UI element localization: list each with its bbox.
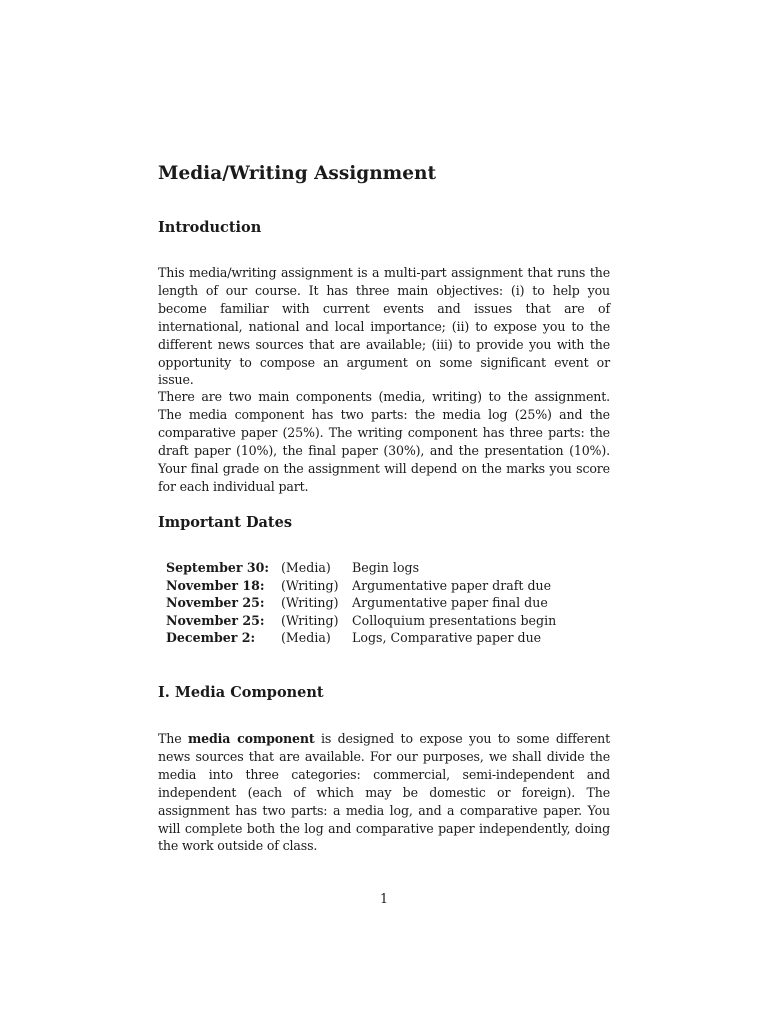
page-number: 1: [379, 891, 388, 906]
media-lead-in: The: [158, 731, 188, 746]
event-cell: Argumentative paper final due: [352, 595, 548, 611]
date-cell: September 30:: [166, 560, 270, 575]
date-row: [166, 629, 556, 647]
document-title: Media/Writing Assignment: [158, 163, 437, 184]
component-cell: (Media): [281, 630, 331, 646]
component-cell: (Writing): [281, 612, 339, 628]
introduction-paragraph-1: This media/writing assignment is a multi-part assignment that runs the length of our course. It has three main objectives: (i) to help you become familiar with current events and issues that are of international, national and local importance; (ii) to expose you to the different news sources that are available; (iii) to provide you with the opportunity to compose an argument on some significant event or issue.: [158, 265, 610, 388]
date-row: [166, 612, 556, 630]
important-dates-table: [166, 559, 556, 647]
date-row: [166, 559, 556, 577]
date-cell: December 2:: [166, 630, 256, 646]
event-cell: Argumentative paper draft due: [352, 577, 552, 593]
event-cell: Colloquium presentations begin: [352, 612, 557, 628]
date-cell: November 18:: [166, 577, 265, 593]
introduction-paragraph-2: There are two main components (media, writing) to the assignment. The media component has two parts: the media log (25%) and the comparative paper (25%). The writing component has three parts: the draft paper (10%), the final paper (30%), and the presentation (10%). Your final grade on the assignment will depend on the marks you score for each individual part.: [158, 389, 610, 494]
media-component-paragraph: [158, 730, 610, 855]
media-component-term: media component: [187, 731, 315, 746]
date-row: [166, 594, 556, 612]
component-cell: (Writing): [281, 595, 339, 611]
event-cell: Begin logs: [352, 560, 420, 575]
introduction-heading: Introduction: [158, 219, 262, 236]
event-cell: Logs, Comparative paper due: [352, 630, 542, 646]
component-cell: (Writing): [281, 577, 339, 593]
media-component-heading: I. Media Component: [158, 684, 324, 701]
date-cell: November 25:: [166, 595, 265, 611]
date-cell: November 25:: [166, 612, 265, 628]
component-cell: (Media): [281, 560, 331, 575]
date-row: [166, 577, 556, 595]
media-paragraph-rest: is designed to expose you to some different news sources that are available. For our purposes, we shall divide the media into three categories: commercial, semi-independent and independent (each of which may be domestic or foreign). The assignment has two parts: a media log, and a comparative paper. You will complete both the log and comparative paper independently, doing the work outside of class.: [158, 731, 610, 854]
important-dates-heading: Important Dates: [158, 514, 293, 531]
